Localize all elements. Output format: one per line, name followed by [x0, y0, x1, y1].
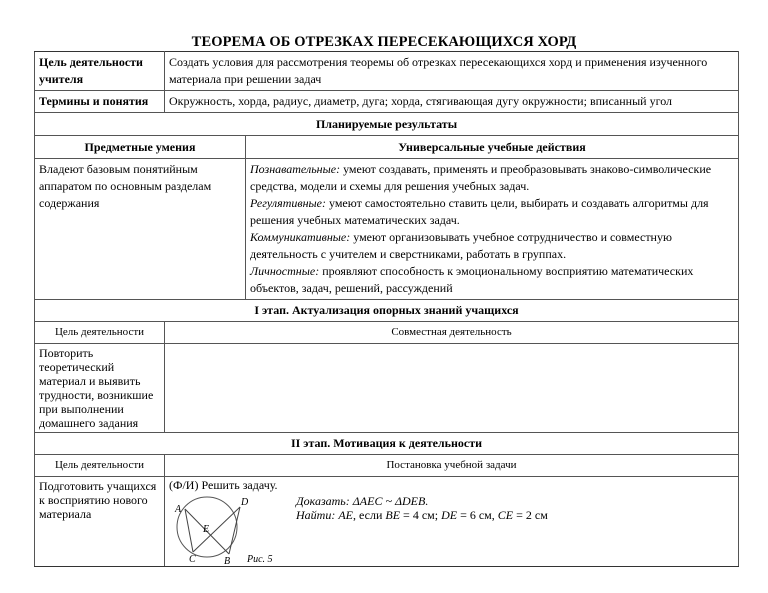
- uud-cognitive: Познавательные: умеют создавать, применять и преобразовывать знаково-символические средства, модели и схемы для решения учебных задач.: [250, 162, 712, 193]
- stage1-goal-header: Цель деятельности: [35, 322, 165, 344]
- stage2-heading: II этап. Мотивация к деятельности: [35, 433, 739, 455]
- terms-row: [35, 91, 739, 113]
- stage2-heading-row: [35, 433, 739, 455]
- uud-regulatory: Регулятивные: умеют самостоятельно ставить цели, выбирать и создавать алгоритмы для решения учебных математических задач.: [250, 196, 709, 227]
- teacher-goal-value: Создать условия для рассмотрения теоремы об отрезках пересекающихся хорд и применения изученного материала при решении задач: [165, 52, 739, 91]
- stage1-goal-text: Повторить теоретический материал и выявить трудности, возникшие при выполнении домашнего задания: [35, 344, 165, 433]
- terms-label: Термины и понятия: [35, 91, 165, 113]
- teacher-goal-label: Цель деятельности учителя: [35, 52, 165, 91]
- point-e-label: E: [203, 524, 210, 535]
- stage2-content-row: [35, 477, 739, 567]
- task-statement: [296, 494, 548, 522]
- uud-communicative: Коммуникативные: умеют организовывать учебное сотрудничество и совместную деятельность с учителем и сверстниками, работать в группах.: [250, 230, 672, 261]
- point-b-label: B: [224, 556, 231, 564]
- stage1-heading: I этап. Актуализация опорных знаний учащихся: [35, 300, 739, 322]
- stage2-goal-text: Подготовить учащихся к восприятию нового материала: [35, 477, 165, 567]
- subject-skills-header: Предметные умения: [35, 136, 246, 159]
- uud-personal: Личностные: проявляют способность к эмоциональному восприятию математических объектов, задач, решений, рассуждений: [250, 264, 694, 295]
- prove-line: Доказать: ΔAEC ~ ΔDEB.: [296, 494, 429, 508]
- stage2-columns-row: [35, 455, 739, 477]
- stage1-columns-row: [35, 322, 739, 344]
- chord-figure: [169, 492, 279, 564]
- universal-actions-header: Универсальные учебные действия: [246, 136, 739, 159]
- task-body: [169, 492, 734, 564]
- stage2-task-cell: [165, 477, 739, 567]
- stage1-heading-row: [35, 300, 739, 322]
- planned-results-content-row: [35, 159, 739, 300]
- point-d-label: D: [241, 497, 249, 508]
- teacher-goal-row: [35, 52, 739, 91]
- page-title: ТЕОРЕМА ОБ ОТРЕЗКАХ ПЕРЕСЕКАЮЩИХСЯ ХОРД: [191, 34, 577, 50]
- chord-cd: [193, 507, 240, 552]
- subject-skills-text: Владеют базовым понятийным аппаратом по основным разделам содержания: [35, 159, 246, 300]
- task-intro: (Ф/И) Решить задачу.: [169, 478, 278, 492]
- figure-caption: Рис. 5: [247, 554, 273, 564]
- terms-value: Окружность, хорда, радиус, диаметр, дуга; хорда, стягивающая дугу окружности; вписанный угол: [165, 91, 739, 113]
- planned-results-columns-row: [35, 136, 739, 159]
- stage1-activity-header: Совместная деятельность: [165, 322, 739, 344]
- lesson-plan-table: [34, 51, 739, 567]
- point-c-label: C: [189, 554, 196, 564]
- find-line: Найти: AE, если BE = 4 см; DE = 6 см, CE = 2 см: [296, 508, 548, 522]
- planned-results-heading-row: [35, 113, 739, 136]
- stage1-content-row: [35, 344, 739, 433]
- planned-results-heading: Планируемые результаты: [35, 113, 739, 136]
- point-a-label: A: [175, 504, 182, 515]
- universal-actions-list: [246, 159, 739, 300]
- stage1-activity-text: [165, 344, 739, 433]
- stage2-activity-header: Постановка учебной задачи: [165, 455, 739, 477]
- stage2-goal-header: Цель деятельности: [35, 455, 165, 477]
